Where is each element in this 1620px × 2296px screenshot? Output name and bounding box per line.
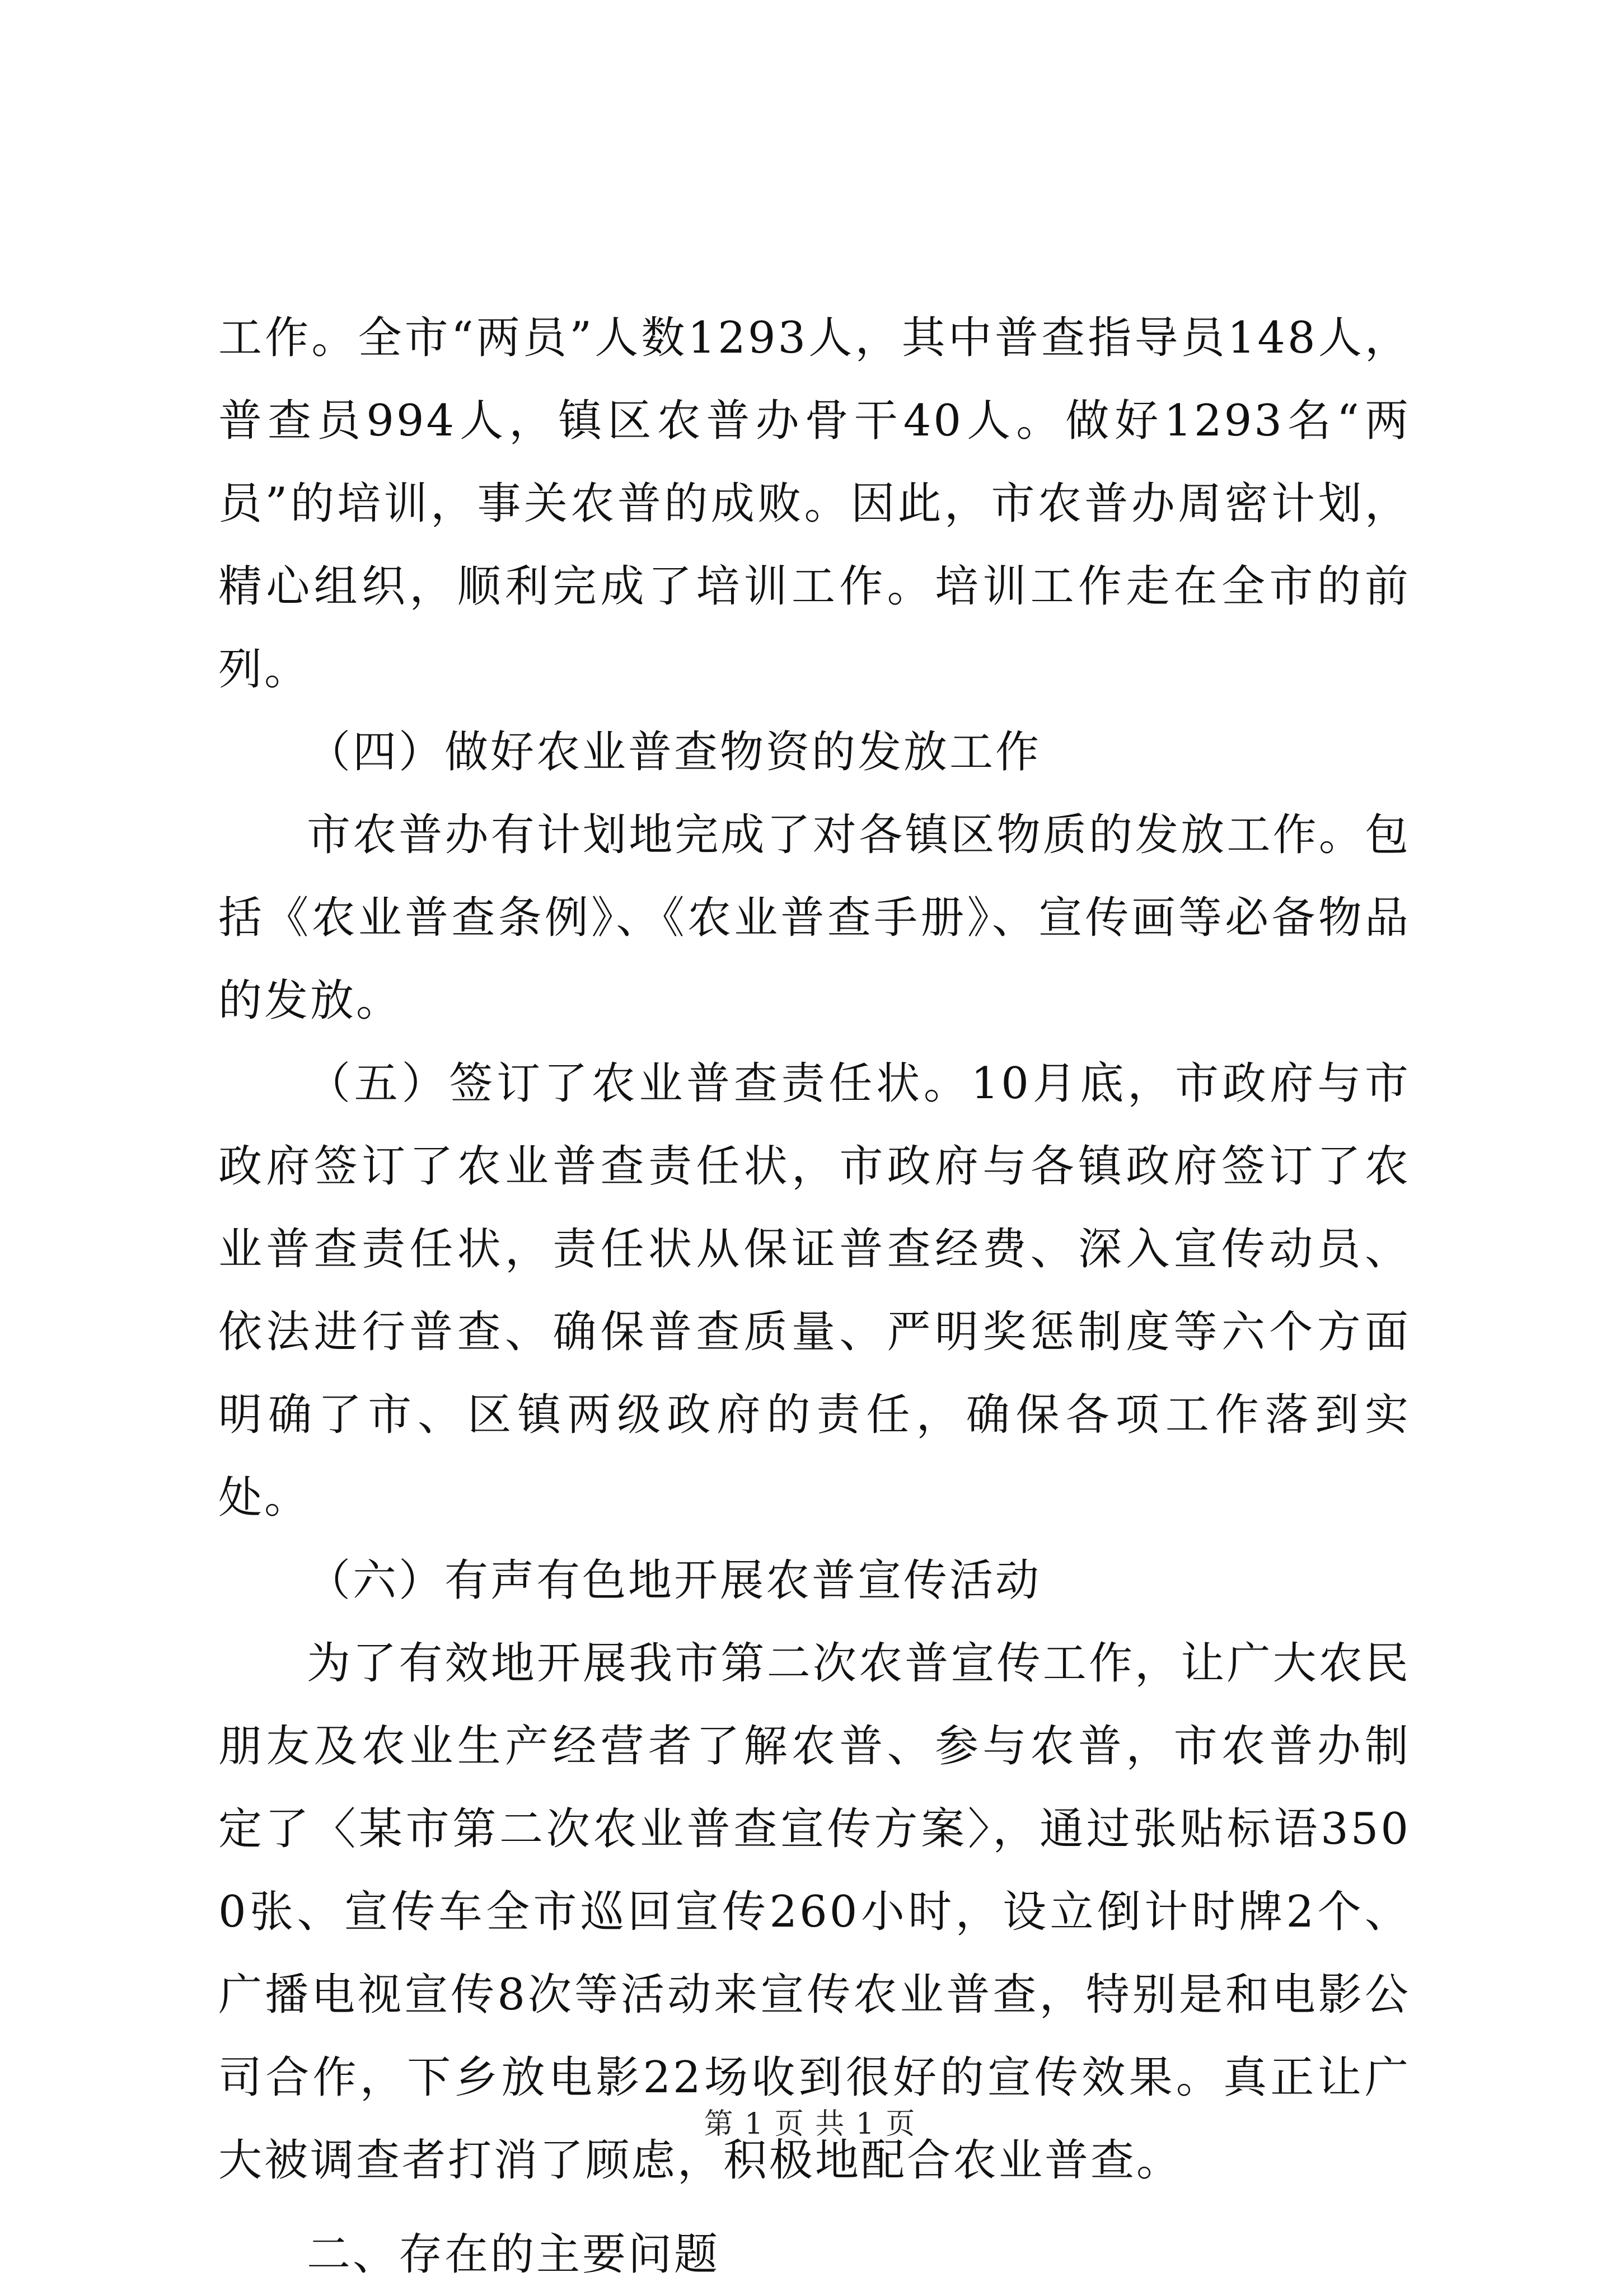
paragraph-publicity: 为了有效地开展我市第二次农普宣传工作，让广大农民朋友及农业生产经营者了解农普、参与农普，市农普办制定了〈某市第二次农业普查宣传方案〉，通过张贴标语3500张、宣传车全市巡回宣传260小时，设立倒计时牌2个、广播电视宣传8次等活动来宣传农业普查，特别是和电影公司合作，下乡放电影22场收到很好的宣传效果。真正让广大被调查者打消了顾虑，积极地配合农业普查。 (218, 1638, 1411, 2186)
paragraph-training: 工作。全市“两员”人数1293人，其中普查指导员148人，普查员994人，镇区农普办骨干40人。做好1293名“两员”的培训，事关农普的成败。因此，市农普办周密计划，精心组织，顺利完成了培训工作。培训工作走在全市的前列。 (218, 313, 1411, 695)
heading-materials: （四）做好农业普查物资的发放工作 (307, 727, 1042, 777)
paragraph-responsibility: （五）签订了农业普查责任状。10月底，市政府与市政府签订了农业普查责任状，市政府与各镇政府签订了农业普查责任状，责任状从保证普查经费、深入宣传动员、依法进行普查、确保普查质量、严明奖惩制度等六个方面明确了市、区镇两级政府的责任，确保各项工作落到实处。 (218, 1058, 1411, 1523)
heading-main-problems: 二、存在的主要问题 (307, 2229, 720, 2280)
paragraph-materials: 市农普办有计划地完成了对各镇区物质的发放工作。包括《农业普查条例》、《农业普查手册》、宣传画等必备物品的发放。 (218, 810, 1411, 1026)
page-number-footer: 第 1 页 共 1 页 (704, 2107, 916, 2141)
document-body (218, 297, 1411, 2296)
heading-publicity: （六）有声有色地开展农普宣传活动 (307, 1555, 1042, 1606)
